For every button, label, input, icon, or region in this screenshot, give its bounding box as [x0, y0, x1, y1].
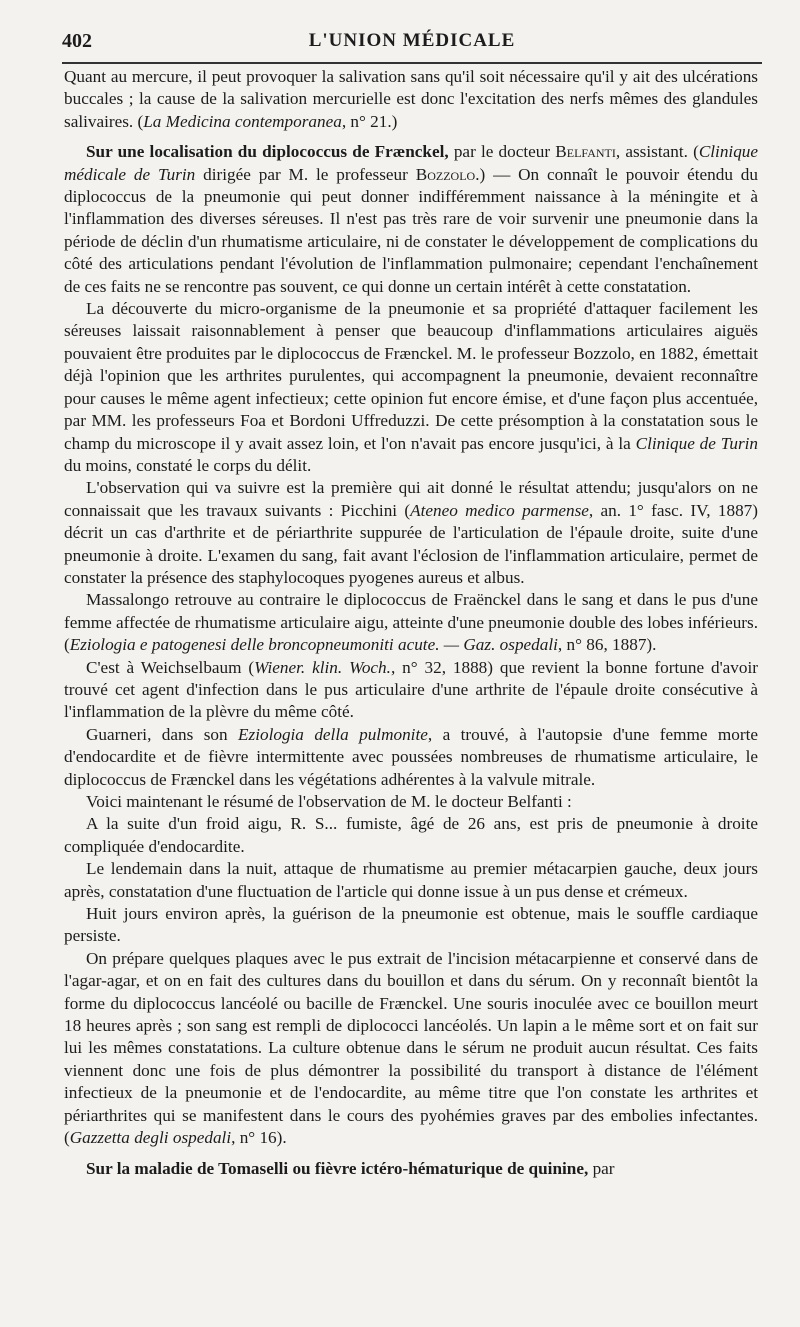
text-segment: Belfanti	[555, 142, 616, 162]
text-segment: On prépare quelques plaques avec le pus extrait de l'incision métacarpienne et conservé dans de l'agar-agar, et on en fait des cultures dans du bouillon et dans du sérum. On y reconnaît bientôt la forme du diplococcus lancéolé ou bacille de Frænckel. Une souris inoculée avec ce bouillon meurt 18 heures après ; son sang est rempli de diplococci lancéolés. Un lapin a le même sort et on fait sur lui les mêmes constatations. La culture obtenue dans le sérum ne produit aucun résultat. Ces faits viennent donc une fois de plus démontrer la possibilité du transport à distance de l'élément infectieux de la pneumonie et de l'endocardite, au même titre que l'on constate les arthrites et périarthrites qui se manifestent dans le cours des pyohémies graves par des embolies infectantes. (	[64, 948, 758, 1148]
text-segment: Guarneri, dans son	[86, 724, 239, 744]
text-segment: La Medicina contemporanea	[143, 111, 342, 131]
text-segment: par le docteur	[448, 142, 556, 162]
text-segment: du moins, constaté le corps du délit.	[64, 455, 312, 475]
text-segment: Bozzolo	[415, 164, 476, 184]
text-segment: par	[588, 1158, 615, 1178]
paragraph-tomaselli-heading	[64, 1158, 758, 1180]
running-title: L'UNION MÉDICALE	[308, 30, 516, 51]
article-body	[64, 66, 758, 1180]
paragraph-massalongo	[64, 589, 758, 656]
paragraph-guarneri	[64, 724, 758, 791]
paragraph-observation	[64, 477, 758, 589]
text-segment: , a trouvé, à l'autopsie d'une femme morte d'endocardite et de fièvre intermittente avec poussées nombreuses de rhumatisme articulaire, le diplococcus de Frænckel dans les végétations adhérentes à la valvule mitrale.	[64, 724, 759, 789]
paragraph-case-guerison	[64, 903, 758, 948]
text-segment: , assistant. (	[615, 142, 699, 162]
text-segment: Wiener. klin. Woch.	[254, 657, 391, 677]
text-segment: Clinique médicale de Turin	[64, 142, 759, 184]
text-segment: , an. 1° fasc. IV, 1887) décrit un cas d'arthrite et de périarthrite suppurée de l'articulation de l'épaule droite, suite d'une pneumonie à droite. L'examen du sang, fait avant l'éclosion de l'inflammation articulaire, permet de constater la présence des staphylocoques pyogenes aureus et albus.	[64, 500, 758, 587]
text-segment: Eziologia e patogenesi delle broncopneumoniti acute. — Gaz. ospedali	[69, 635, 558, 655]
text-segment: Le lendemain dans la nuit, attaque de rhumatisme au premier métacarpien gauche, deux jours après, constatation d'une fluctuation de l'article qui donne issue à un pus dense et crémeux.	[64, 859, 758, 901]
text-segment: Voici maintenant le résumé de l'observation de M. le docteur Belfanti :	[86, 792, 572, 811]
paragraph-belfanti-heading	[64, 141, 758, 298]
paragraph-case-onset	[64, 813, 758, 858]
text-segment: Sur la maladie de Tomaselli ou fièvre ictéro-hématurique de quinine,	[86, 1158, 589, 1178]
page-header	[62, 30, 762, 60]
text-segment: La découverte du micro-organisme de la pneumonie et sa propriété d'attaquer facilement les séreuses laissait raisonnablement à penser que beaucoup d'inflammations articulaires aiguës pouvaient être produites par le diplococcus de Frænckel. M. le professeur Bozzolo, en 1882, émettait déjà l'opinion que les arthrites purulentes, qui accompagnent la pneumonie, devaient reconnaître pour causes le même agent infectieux; cette opinion fut encore émise, et d'une façon plus accentuée, par MM. les professeurs Foa et Bordoni Uffreduzzi. De cette présomption à la constatation sous le champ du microscope il y avait assez loin, et l'on n'avait pas encore jusqu'ici, à la	[64, 299, 758, 453]
paragraph-mercure	[64, 66, 758, 133]
text-segment: .) — On connaît le pouvoir étendu du diplococcus de la pneumonie qui peut donner indifféremment naissance à la méningite et à l'inflammation des diverses séreuses. Il n'est pas très rare de voir survenir une pneumonie dans la période de déclin d'un rhumatisme articulaire, ni de constater le développement de complications du côté des articulations pendant l'évolution de l'inflammation pulmonaire; cependant l'enchaînement de ces faits ne se rencontre pas souvent, ce qui donne un certain intérêt à cette constatation.	[64, 164, 758, 296]
text-segment: Massalongo retrouve au contraire le diplococcus de Fraënckel dans le sang et dans le pus d'une femme affectée de rhumatisme articulaire aigu, atteinte d'une pneumonie double des lobes inférieurs. (	[64, 590, 758, 655]
text-segment: Huit jours environ après, la guérison de la pneumonie est obtenue, mais le souffle cardiaque persiste.	[64, 904, 758, 946]
header-rule	[62, 62, 762, 64]
text-segment: L'observation qui va suivre est la première qui ait donné le résultat attendu; jusqu'alors on ne connaissait que les travaux suivants : Picchini (	[64, 478, 758, 520]
text-segment: Quant au mercure, il peut provoquer la salivation sans qu'il soit nécessaire qu'il y ait des ulcérations buccales ; la cause de la salivation mercurielle est donc l'excitation des nerfs mêmes des glandules salivaires. (	[64, 67, 758, 131]
text-segment: , n° 86, 1887).	[557, 635, 657, 655]
text-segment: , n° 16).	[231, 1128, 287, 1148]
paragraph-cultures	[64, 948, 758, 1150]
paragraph-weichselbaum	[64, 657, 758, 724]
text-segment: Clinique de Turin	[635, 433, 759, 453]
text-segment: Eziologia della pulmonite	[238, 724, 428, 744]
text-segment: Ateneo medico parmense	[410, 500, 589, 520]
text-segment: A la suite d'un froid aigu, R. S... fumiste, âgé de 26 ans, est pris de pneumonie à droite compliquée d'endocardite.	[64, 814, 758, 856]
paragraph-resume-intro	[64, 791, 758, 813]
paragraph-decouverte	[64, 298, 758, 477]
text-segment: , n° 32, 1888) que revient la bonne fortune d'avoir trouvé cet agent d'infection dans le pus articulaire d'une arthrite de l'épaule droite consécutive à l'inflammation de la plèvre du même côté.	[64, 657, 758, 722]
text-segment: C'est à Weichselbaum (	[86, 657, 255, 677]
text-segment: dirigée par M. le professeur	[195, 164, 416, 184]
text-segment: Sur une localisation du diplococcus de Frænckel,	[86, 142, 449, 162]
paragraph-case-rhumatisme	[64, 858, 758, 903]
text-segment: Gazzetta degli ospedali	[69, 1128, 232, 1148]
text-segment: , n° 21.)	[341, 111, 398, 131]
page-number: 402	[62, 30, 92, 52]
